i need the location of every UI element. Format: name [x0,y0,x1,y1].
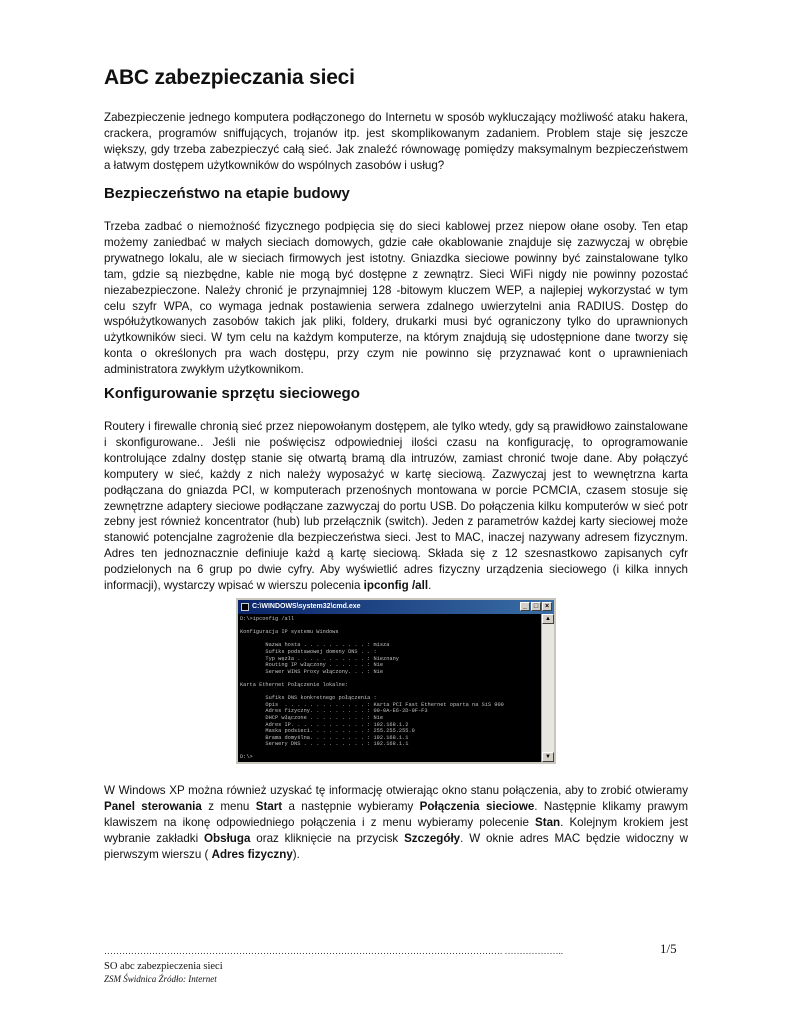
cmd-line: Nazwa hosta . . . . . . . . . . : misza [240,642,390,649]
cmd-line: Typ węzła . . . . . . . . . . . : Nieznany [240,655,399,662]
maximize-icon: □ [531,602,541,611]
cmd-output [240,616,540,760]
bold-run: Adres fizyczny [211,847,293,861]
text-run: W Windows XP można również uzyskać tę informację otwierając okno stanu połączenia, aby to zrobić otwieramy [104,784,688,797]
cmd-screenshot [236,598,556,764]
bold-run: Połączenia sieciowe [419,799,535,813]
footer-dotted-line: ……………………………………………………………………………………………………………………. ……………….. [104,946,563,956]
page-number: 1/5 [660,941,677,956]
bold-run: Szczegóły [404,831,461,845]
scroll-up-icon: ▲ [542,614,554,624]
minimize-icon: _ [520,602,530,611]
cmd-line: Karta Ethernet Połączenie lokalne: [240,681,349,688]
close-icon: × [542,602,552,611]
cmd-line [240,675,540,682]
cmd-line: Sufiks podstawowej domeny DNS . . : [240,648,377,655]
scroll-down-icon: ▼ [542,752,554,762]
cmd-line: Adres IP. . . . . . . . . . . . : 192.168.1.2 [240,721,409,728]
cmd-line: Brama domyślna. . . . . . . . . : 192.168.1.1 [240,734,409,741]
cmd-line: DHCP włączone . . . . . . . . . : Nie [240,714,384,721]
cmd-line [240,636,540,643]
text-run: a następnie wybieramy [282,799,420,813]
bold-run: Obsługa [204,831,251,845]
text-run: . W oknie adres MAC będzie widoczny w pierwszym wierszu ( [104,831,688,861]
command-text: ipconfig /all [363,579,429,593]
footer-source: ZSM Świdnica Źródło: Internet [104,974,217,984]
cmd-line: Serwery DNS . . . . . . . . . . : 192.168.1.1 [240,741,409,748]
text-run: . Następnie klikamy prawym klawiszem na ikonę odpowiedniego połączenia i z menu wybieramy polecenie [104,799,689,829]
text-run: . Kolejnym krokiem jest wybranie zakładki [104,815,688,845]
bold-run: Panel sterowania [104,799,202,813]
page-title: ABC zabezpieczania sieci [104,66,355,89]
cmd-scrollbar [541,614,554,762]
cmd-line: D:\>ipconfig /all [240,616,295,622]
text-run: oraz kliknięcie na przycisk [250,831,405,845]
text-run: ). [292,847,300,861]
cmd-line: Opis . . . . . . . . . . . . . : Karta PCI Fast Ethernet oparta na SiS 900 [240,701,504,708]
cmd-line [240,623,540,630]
cmd-line: Konfiguracja IP systemu Windows [240,629,339,636]
paragraph-end: . [428,579,432,593]
cmd-line: Sufiks DNS konkretnego połączenia : [240,695,377,702]
section-heading-configuring: Konfigurowanie sprzętu sieciowego [104,385,360,402]
cmd-line: Maska podsieci. . . . . . . . . : 255.255.255.0 [240,728,415,735]
footer-document-name: SO abc zabezpieczenia sieci [104,961,223,972]
cmd-line: Routing IP włączony . . . . . . : Nie [240,662,384,669]
section-heading-building: Bezpieczeństwo na etapie budowy [104,185,350,202]
cmd-line [240,689,540,696]
cmd-title-bar [238,600,554,614]
bold-run: Stan [535,815,561,829]
cmd-window-buttons [520,602,552,611]
section-paragraph-configuring [104,419,688,594]
cmd-line: Serwer WINS Proxy włączony. . . : Nie [240,668,384,675]
section-paragraph-windows-xp [104,783,688,863]
text-run: z menu [201,799,256,813]
section-paragraph-building: Trzeba zadbać o niemożność fizycznego podpięcia się do sieci kablowej przez niepow ołane osoby. Ten etap możemy zaniedbać w małych sieciach domowych, gdzie całe okablowanie znajduje się zazwyczaj w obrębie prywatnego lokalu, ale w sieciach firmowych jest istotny. Gniazdka sieciowe powinny być zainstalowane tylko tam, gdzie są niezbędne, kable nie mogą być dostępne z zewnątrz. Sieci WiFi nigdy nie powinny pozostać niezabezpieczone. Należy chronić je przynajmniej 128 -bitowym kluczem WEP, a najlepiej wykorzystać w tym celu szyfr WPA, co wymaga jednak postawienia serwera zdalnego uwierzytelni ania RADIUS. Dostęp do współużytkowanych zasobów takich jak pliki, foldery, drukarki musi być ograniczony tylko do uprawnionych użytkowników sieci. W tym celu na każdym komputerze, na którym znajdują się udostępnione dane tworzy się konta o określonych pra wach dostępu, przy czym nie powinno się przyznawać kont o uprawnieniach administratora zwykłym użytkownikom. [104,220,688,377]
cmd-icon [241,603,249,611]
cmd-line: Adres fizyczny. . . . . . . . . : 00-0A-E6-2D-0F-F3 [240,708,428,715]
cmd-title: C:\WINDOWS\system32\cmd.exe [252,603,361,610]
cmd-line: D:\> [240,754,253,760]
paragraph-text: Routery i firewalle chronią sieć przez niepowołanym dostępem, ale tylko wtedy, gdy są prawidłowo zainstalowane i skonfigurowane.. Jeśli nie poświęcisz odpowiedniej ilości czasu na konfigurację, to oprogramowanie kontrolujące zdalny dostęp stanie się otwartą bramą dla intruzów, zamiast chronić twoje dane. Aby połączyć komputery w sieć, każdy z nich należy wyposażyć w kartę sieciową. Zazwyczaj jest to wewnętrzna karta podłączana do gniazda PCI, w komputerach przenośnych montowana w porcie PCMCIA, czasem stosuje się zewnętrzne adaptery sieciowe podłączane zazwyczaj do portu USB. Do połączenia kilku komputerów w sieć potr zebny jest również koncentrator (hub) lub przełącznik (switch). Jeden z parametrów każdej karty sieciowej może stanowić potencjalne zagrożenie dla bezpieczeństwa sieci. Jest to MAC, inaczej nazywany adresem fizycznym. Adres ten jednoznacznie definiuje każd ą kartę sieciową. Składa się z 12 szesnastkowo zapisanych cyfr podzielonych na 6 grup po dwie cyfry. Aby wyświetlić adres fizyczny urządzenia sieciowego (i kilka innych informacji), wystarczy wpisać w wierszu polecenia [104,420,688,593]
intro-paragraph: Zabezpieczenie jednego komputera podłączonego do Internetu w sposób wykluczający możliwość ataku hakera, crackera, programów sniffujących, trojanów itp. jest skomplikowanym zadaniem. Problem staje się jeszcze większy, gdy trzeba zabezpieczyć całą sieć. Jak znaleźć równowagę pomiędzy maksymalnym bezpieczeństwem a łatwym dostępem użytkowników do wspólnych zasobów i usług? [104,111,688,172]
bold-run: Start [255,799,283,813]
cmd-line [240,748,540,755]
